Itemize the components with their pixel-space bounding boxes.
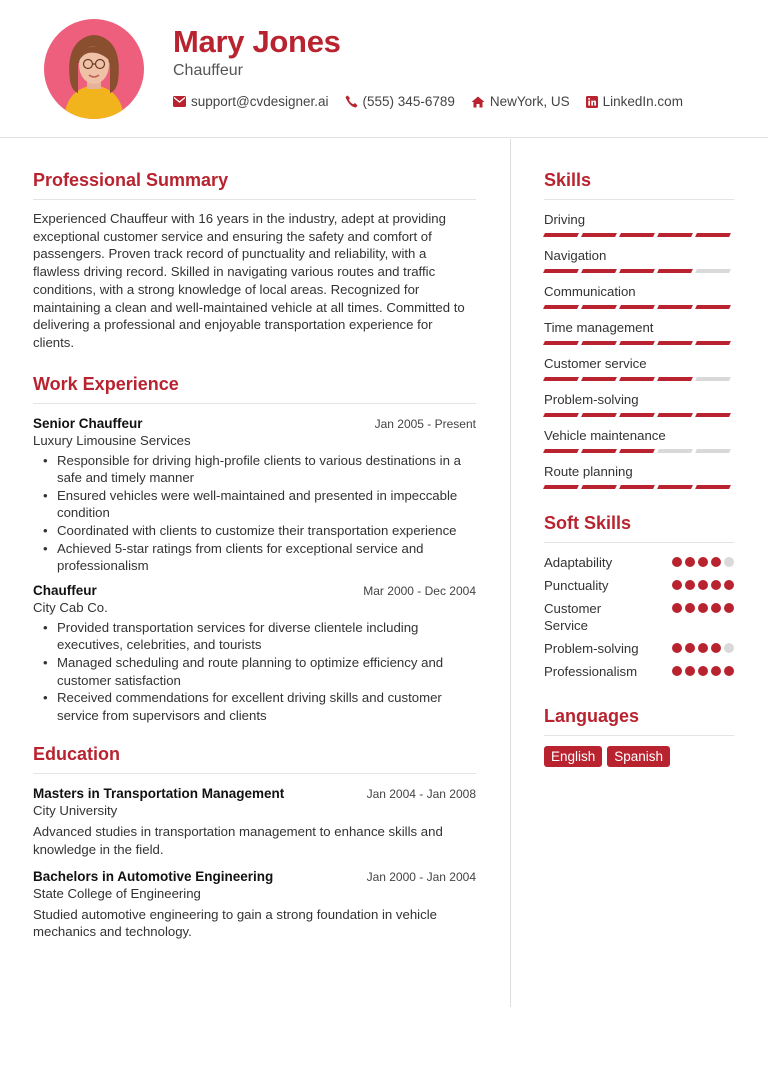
soft-skill-name: Problem-solving bbox=[544, 641, 639, 656]
skill-level-segment bbox=[581, 341, 617, 345]
education-date: Jan 2004 - Jan 2008 bbox=[366, 787, 476, 802]
job-bullet: • Achieved 5-star ratings from clients for exceptional service and professionalism bbox=[33, 540, 476, 575]
job-bullets bbox=[33, 619, 476, 725]
rating-dot bbox=[711, 580, 721, 590]
languages-list bbox=[544, 746, 734, 767]
skill-level-segment bbox=[657, 305, 693, 309]
language-badge: English bbox=[544, 746, 602, 767]
sidebar-column bbox=[544, 170, 734, 767]
soft-skill-item bbox=[544, 554, 734, 571]
skill-level-segment bbox=[695, 269, 731, 273]
candidate-title: Chauffeur bbox=[173, 62, 243, 79]
soft-skill-rating bbox=[669, 557, 734, 567]
rating-dot bbox=[698, 603, 708, 613]
linkedin-icon bbox=[586, 96, 598, 108]
skill-level-segment bbox=[695, 449, 731, 453]
rating-dot bbox=[724, 557, 734, 567]
job-bullet: • Received commendations for excellent driving skills and customer service from supervisors and clients bbox=[33, 689, 476, 724]
rating-dot bbox=[672, 666, 682, 676]
summary-section bbox=[33, 170, 476, 352]
soft-skill-rating bbox=[669, 580, 734, 590]
skill-level-segment bbox=[581, 485, 617, 489]
skill-level-segment bbox=[619, 341, 655, 345]
school-name: State College of Engineering bbox=[33, 885, 201, 901]
rating-dot bbox=[711, 643, 721, 653]
skill-level-segment bbox=[543, 485, 579, 489]
skill-name: Communication bbox=[544, 284, 636, 299]
skill-name: Time management bbox=[544, 320, 654, 335]
job-company: Luxury Limousine Services bbox=[33, 432, 191, 448]
skill-level-segment bbox=[695, 233, 731, 237]
rating-dot bbox=[685, 580, 695, 590]
skill-name: Driving bbox=[544, 212, 586, 227]
skill-level-segment bbox=[619, 233, 655, 237]
soft-skill-item bbox=[544, 600, 734, 634]
skill-name: Vehicle maintenance bbox=[544, 428, 666, 443]
skills-heading: Skills bbox=[544, 170, 734, 200]
job-role: Chauffeur bbox=[33, 582, 97, 598]
education-entry bbox=[33, 786, 476, 858]
job-role: Senior Chauffeur bbox=[33, 415, 143, 431]
skill-item bbox=[544, 247, 734, 273]
rating-dot bbox=[711, 557, 721, 567]
soft-skills-heading: Soft Skills bbox=[544, 513, 734, 543]
skill-level-segment bbox=[657, 269, 693, 273]
skill-level-segment bbox=[543, 449, 579, 453]
rating-dot bbox=[711, 603, 721, 613]
contact-location-text: NewYork, US bbox=[489, 94, 570, 109]
rating-dot bbox=[672, 580, 682, 590]
skill-level-segment bbox=[581, 305, 617, 309]
rating-dot bbox=[698, 580, 708, 590]
education-section bbox=[33, 744, 476, 941]
skill-level-segment bbox=[619, 377, 655, 381]
skill-level-segment bbox=[619, 485, 655, 489]
skill-level-segment bbox=[543, 377, 579, 381]
rating-dot bbox=[724, 643, 734, 653]
skill-level-segment bbox=[543, 413, 579, 417]
contact-email[interactable] bbox=[173, 94, 329, 109]
skill-level-segment bbox=[581, 269, 617, 273]
soft-skill-item bbox=[544, 640, 734, 657]
job-company: City Cab Co. bbox=[33, 599, 108, 615]
skill-level-segment bbox=[657, 485, 693, 489]
job-bullets bbox=[33, 452, 476, 575]
skill-level-bar bbox=[544, 305, 734, 309]
main-column bbox=[33, 170, 476, 941]
skill-level-bar bbox=[544, 413, 734, 417]
home-icon bbox=[471, 96, 485, 108]
rating-dot bbox=[698, 666, 708, 676]
skill-item bbox=[544, 427, 734, 453]
job-bullet: • Provided transportation services for diverse clientele including executives, celebrities, and tourists bbox=[33, 619, 476, 654]
skill-item bbox=[544, 391, 734, 417]
skills-section bbox=[544, 170, 734, 489]
skill-level-segment bbox=[657, 233, 693, 237]
soft-skills-list bbox=[544, 554, 734, 680]
skill-level-bar bbox=[544, 233, 734, 237]
soft-skills-section bbox=[544, 513, 734, 680]
rating-dot bbox=[672, 557, 682, 567]
skill-level-bar bbox=[544, 269, 734, 273]
skill-level-segment bbox=[543, 305, 579, 309]
soft-skill-rating bbox=[669, 603, 734, 613]
degree-title: Masters in Transportation Management bbox=[33, 786, 285, 802]
contact-email-text: support@cvdesigner.ai bbox=[191, 94, 329, 109]
education-desc: Studied automotive engineering to gain a strong foundation in vehicle mechanics and technology. bbox=[33, 906, 437, 940]
rating-dot bbox=[711, 666, 721, 676]
soft-skill-item bbox=[544, 663, 734, 680]
resume-header bbox=[0, 0, 768, 138]
soft-skill-rating bbox=[669, 666, 734, 676]
skills-list bbox=[544, 211, 734, 489]
skill-name: Problem-solving bbox=[544, 392, 639, 407]
summary-text: Experienced Chauffeur with 16 years in the industry, adept at providing exceptional customer service and ensuring the safety and comfort of passengers. Proven track record of punctuality and reliability, with a flawless driving record. Skilled in navigating various routes and traffic conditions, with a strong knowledge of local areas. Recognized for maintaining a clean and well-maintained vehicle at all times. Committed to delivering a professional and enjoyable transportation experience for clients. bbox=[33, 211, 465, 350]
phone-icon bbox=[345, 95, 358, 108]
soft-skill-name: Professionalism bbox=[544, 664, 638, 679]
rating-dot bbox=[685, 603, 695, 613]
skill-level-segment bbox=[695, 377, 731, 381]
job-entry bbox=[33, 583, 476, 725]
skill-level-segment bbox=[543, 269, 579, 273]
education-entry bbox=[33, 869, 476, 941]
skill-item bbox=[544, 283, 734, 309]
skill-name: Customer service bbox=[544, 356, 647, 371]
rating-dot bbox=[672, 643, 682, 653]
skill-level-segment bbox=[695, 413, 731, 417]
candidate-name: Mary Jones bbox=[173, 24, 341, 59]
soft-skill-name: Adaptability bbox=[544, 555, 613, 570]
experience-section bbox=[33, 374, 476, 725]
experience-heading: Work Experience bbox=[33, 374, 476, 404]
skill-level-segment bbox=[657, 377, 693, 381]
rating-dot bbox=[724, 666, 734, 676]
job-bullet: • Responsible for driving high-profile clients to various destinations in a safe and timely manner bbox=[33, 452, 476, 487]
skill-item bbox=[544, 319, 734, 345]
soft-skill-name: Punctuality bbox=[544, 578, 609, 593]
rating-dot bbox=[685, 557, 695, 567]
skill-name: Navigation bbox=[544, 248, 607, 263]
job-bullet: • Managed scheduling and route planning to optimize efficiency and customer satisfaction bbox=[33, 654, 476, 689]
skill-level-segment bbox=[619, 413, 655, 417]
languages-heading: Languages bbox=[544, 706, 734, 736]
education-heading: Education bbox=[33, 744, 476, 774]
skill-level-segment bbox=[581, 233, 617, 237]
envelope-icon bbox=[173, 96, 186, 107]
skill-level-segment bbox=[657, 341, 693, 345]
contact-linkedin[interactable] bbox=[586, 94, 683, 109]
contact-phone[interactable] bbox=[345, 94, 455, 109]
education-desc: Advanced studies in transportation management to enhance skills and knowledge in the field. bbox=[33, 824, 443, 858]
skill-level-segment bbox=[695, 305, 731, 309]
skill-level-segment bbox=[581, 377, 617, 381]
skill-item bbox=[544, 463, 734, 489]
job-bullet: • Ensured vehicles were well-maintained and presented in impeccable condition bbox=[33, 487, 476, 522]
skill-level-bar bbox=[544, 449, 734, 453]
skill-level-segment bbox=[581, 449, 617, 453]
contact-location bbox=[471, 94, 570, 109]
skill-level-segment bbox=[619, 449, 655, 453]
soft-skill-name: Customer Service bbox=[544, 601, 602, 633]
rating-dot bbox=[724, 580, 734, 590]
column-divider bbox=[510, 139, 511, 1007]
language-badge: Spanish bbox=[607, 746, 670, 767]
skill-level-bar bbox=[544, 485, 734, 489]
job-date: Mar 2000 - Dec 2004 bbox=[363, 583, 476, 598]
education-date: Jan 2000 - Jan 2004 bbox=[366, 869, 476, 884]
soft-skill-item bbox=[544, 577, 734, 594]
languages-section bbox=[544, 706, 734, 767]
profile-photo bbox=[44, 19, 144, 119]
skill-level-segment bbox=[695, 341, 731, 345]
skill-level-bar bbox=[544, 377, 734, 381]
rating-dot bbox=[698, 557, 708, 567]
skill-level-segment bbox=[581, 413, 617, 417]
rating-dot bbox=[698, 643, 708, 653]
skill-level-segment bbox=[657, 449, 693, 453]
rating-dot bbox=[672, 603, 682, 613]
school-name: City University bbox=[33, 803, 118, 819]
skill-item bbox=[544, 355, 734, 381]
skill-level-segment bbox=[619, 269, 655, 273]
job-bullet: • Coordinated with clients to customize their transportation experience bbox=[33, 522, 476, 540]
contact-bar bbox=[173, 94, 699, 109]
skill-level-bar bbox=[544, 341, 734, 345]
rating-dot bbox=[685, 666, 695, 676]
job-entry bbox=[33, 416, 476, 575]
soft-skill-rating bbox=[669, 643, 734, 653]
skill-level-segment bbox=[543, 233, 579, 237]
degree-title: Bachelors in Automotive Engineering bbox=[33, 868, 274, 884]
contact-linkedin-text: LinkedIn.com bbox=[602, 94, 683, 109]
skill-item bbox=[544, 211, 734, 237]
skill-level-segment bbox=[695, 485, 731, 489]
summary-heading: Professional Summary bbox=[33, 170, 476, 200]
rating-dot bbox=[724, 603, 734, 613]
job-date: Jan 2005 - Present bbox=[374, 416, 476, 431]
rating-dot bbox=[685, 643, 695, 653]
skill-level-segment bbox=[543, 341, 579, 345]
skill-level-segment bbox=[619, 305, 655, 309]
skill-level-segment bbox=[657, 413, 693, 417]
contact-phone-text: (555) 345-6789 bbox=[362, 94, 455, 109]
skill-name: Route planning bbox=[544, 464, 633, 479]
